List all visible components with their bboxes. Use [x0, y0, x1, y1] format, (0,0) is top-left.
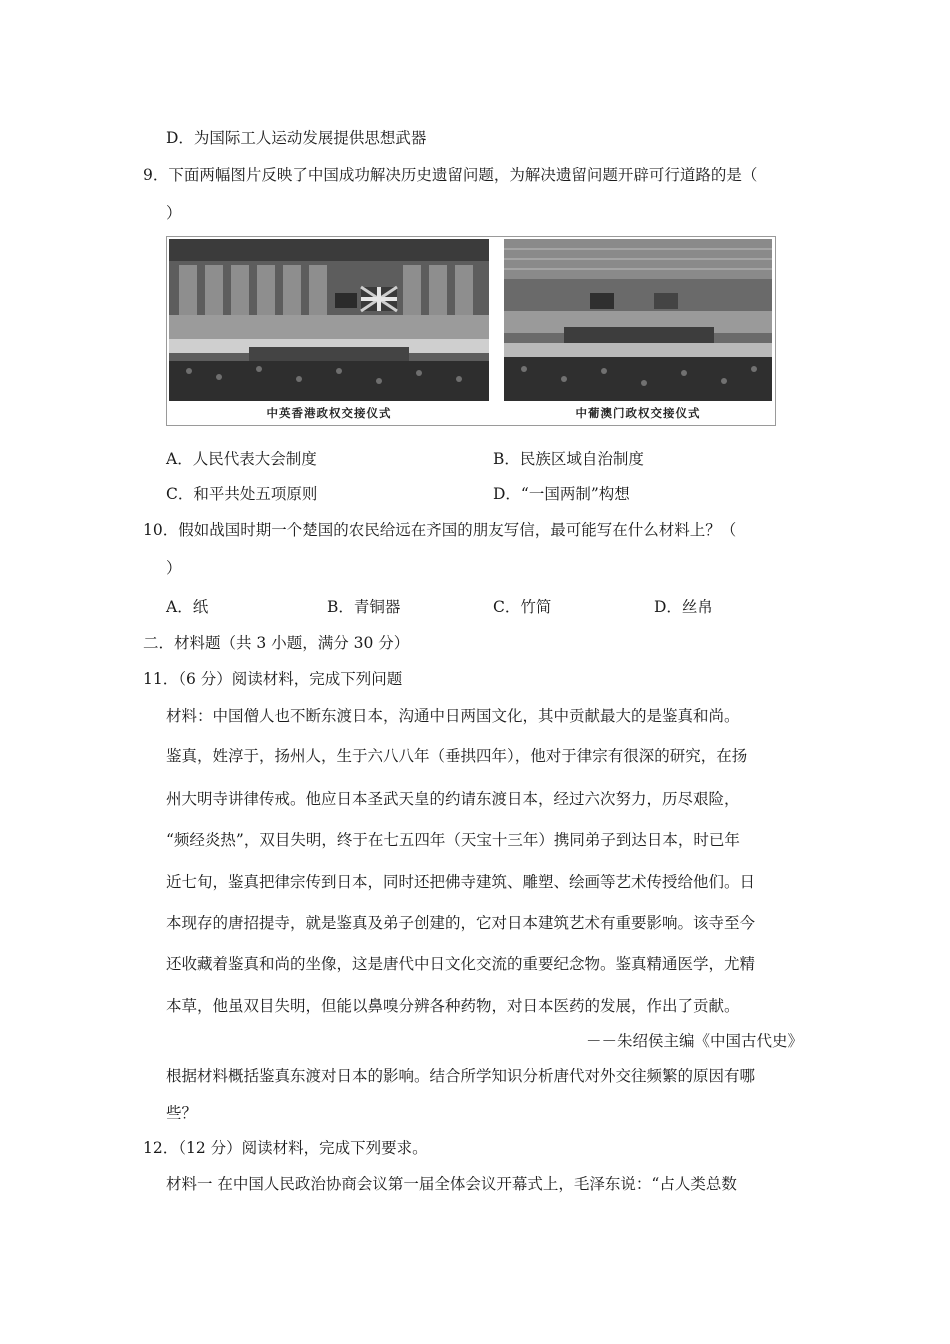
q9-option-c: C．和平共处五项原则: [166, 485, 318, 503]
q12-heading: 12．（12 分）阅读材料，完成下列要求。: [143, 1139, 428, 1157]
q10-option-d: D．丝帛: [654, 598, 713, 616]
q11-material-line: 本草，他虽双目失明，但能以鼻嗅分辨各种药物，对日本医药的发展，作出了贡献。: [166, 997, 740, 1015]
q10-stem: 10．假如战国时期一个楚国的农民给远在齐国的朋友写信，最可能写在什么材料上？（: [143, 521, 737, 539]
q9-option-a: A．人民代表大会制度: [166, 450, 317, 468]
section-heading: 二．材料题（共 3 小题，满分 30 分）: [143, 634, 410, 652]
q11-material-line: 材料：中国僧人也不断东渡日本，沟通中日两国文化，其中贡献最大的是鉴真和尚。: [166, 707, 740, 725]
q11-question: 根据材料概括鉴真东渡对日本的影响。结合所学知识分析唐代对外交往频繁的原因有哪: [166, 1067, 756, 1085]
q9-stem: 9．下面两幅图片反映了中国成功解决历史遗留问题，为解决遗留问题开辟可行道路的是（: [143, 166, 758, 184]
q11-source: －－朱绍侯主编《中国古代史》: [585, 1032, 803, 1050]
q10-stem-continued: ）: [166, 559, 182, 577]
q11-question-continued: 些？: [166, 1104, 198, 1122]
q11-heading: 11．（6 分）阅读材料，完成下列问题: [143, 670, 403, 688]
q12-material-line: 材料一 在中国人民政治协商会议第一届全体会议开幕式上，毛泽东说：“占人类总数: [166, 1175, 737, 1193]
macau-caption: 中葡澳门政权交接仪式: [575, 406, 701, 420]
hong-kong-handover-photo: [169, 239, 489, 401]
hong-kong-handover-image: [169, 239, 489, 401]
macau-handover-photo: [504, 239, 772, 401]
q11-material-line: “频经炎热”，双目失明，终于在七五四年（天宝十三年）携同弟子到达日本，时已年: [166, 831, 740, 849]
q9-option-b: B．民族区域自治制度: [493, 450, 644, 468]
q11-material-line: 本现存的唐招提寺，就是鉴真及弟子创建的，它对日本建筑艺术有重要影响。该寺至今: [166, 914, 756, 932]
q10-option-a: A．纸: [166, 598, 209, 616]
q11-material-line: 鉴真，姓淳于，扬州人，生于六八八年（垂拱四年），他对于律宗有很深的研究，在扬: [166, 747, 748, 765]
q11-material-line: 州大明寺讲律传戒。他应日本圣武天皇的约请东渡日本，经过六次努力，历尽艰险，: [166, 790, 740, 808]
macau-handover-image: [504, 239, 772, 401]
q11-material-line: 还收藏着鉴真和尚的坐像，这是唐代中日文化交流的重要纪念物。鉴真精通医学，尤精: [166, 955, 756, 973]
q9-stem-continued: ）: [166, 204, 182, 222]
q9-image-panel: [166, 236, 776, 426]
q9-option-d: D．“一国两制”构想: [493, 485, 630, 503]
q11-material-line: 近七旬，鉴真把律宗传到日本，同时还把佛寺建筑、雕塑、绘画等艺术传授给他们。日: [166, 873, 756, 891]
hong-kong-caption: 中英香港政权交接仪式: [266, 406, 392, 420]
q10-option-c: C．竹简: [493, 598, 552, 616]
q10-option-b: B．青铜器: [327, 598, 401, 616]
q8-option-d: D．为国际工人运动发展提供思想武器: [166, 129, 427, 147]
